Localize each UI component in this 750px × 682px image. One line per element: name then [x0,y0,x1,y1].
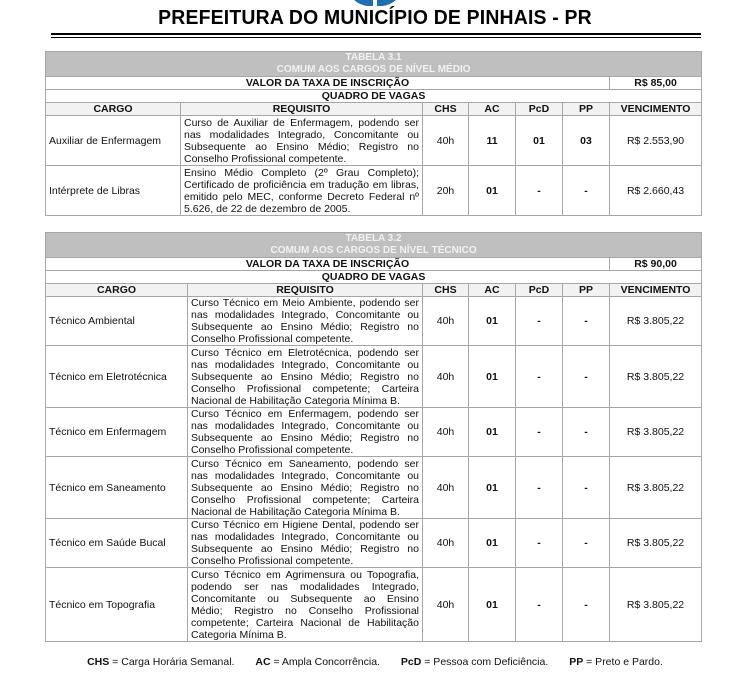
chs: 40h [423,116,469,166]
col-vencimento: VENCIMENTO [610,103,702,116]
pp: - [563,568,610,642]
fee-label: VALOR DA TAXA DE INSCRIÇÃO [46,77,610,90]
table-row [46,166,702,216]
col-cargo: CARGO [46,103,181,116]
cargo: Técnico em Saneamento [46,457,188,519]
pcd: - [516,519,563,568]
pcd: - [516,166,563,216]
column-headers [46,284,702,297]
legend-item-chs: CHS = Carga Horária Semanal. [87,656,235,668]
pp: 03 [563,116,610,166]
title-divider-thin [51,37,701,38]
ac: 11 [469,116,516,166]
table-label: TABELA 3.2 [345,233,402,244]
table-header [46,233,702,258]
table-row [46,519,702,568]
table-row [46,346,702,408]
vencimento: R$ 2.660,43 [610,166,702,216]
requisito: Curso Técnico em Saneamento, podendo ser nas modalidades Integrado, Concomitante ou Subsequente ao Ensino Médio; Registro no Conselho Profissional competente; Carteira Nacional de Habilitação Categoria Mínima B. [188,457,423,519]
chs: 40h [423,568,469,642]
pcd: - [516,297,563,346]
legend-item-pp: PP = Preto e Pardo. [569,656,663,668]
vencimento: R$ 2.553,90 [610,116,702,166]
table-row [46,457,702,519]
pp: - [563,166,610,216]
table-3-2 [45,232,702,642]
chs: 40h [423,346,469,408]
requisito: Curso Técnico em Higiene Dental, podendo ser nas modalidades Integrado, Concomitante ou Subsequente ao Ensino Médio; Registro no Conselho Profissional competente. [188,519,423,568]
page-title: PREFEITURA DO MUNICÍPIO DE PINHAIS - PR [158,7,592,29]
chs: 20h [423,166,469,216]
requisito: Curso de Auxiliar de Enfermagem, podendo ser nas modalidades Integrado, Concomitante ou Subsequente ao Ensino Médio; Registro no Conselho Profissional competente. [181,116,423,166]
pp: - [563,519,610,568]
table-row [46,408,702,457]
pp: - [563,297,610,346]
ac: 01 [469,519,516,568]
cargo: Técnico Ambiental [46,297,188,346]
table-subtitle: COMUM AOS CARGOS DE NÍVEL TÉCNICO [270,245,477,256]
requisito: Curso Técnico em Enfermagem, podendo ser nas modalidades Integrado, Concomitante ou Subsequente ao Ensino Médio; Registro no Conselho Profissional competente. [188,408,423,457]
chs: 40h [423,297,469,346]
municipal-crest-icon [352,0,398,6]
vencimento: R$ 3.805,22 [610,519,702,568]
cargo: Técnico em Enfermagem [46,408,188,457]
legend-item-pcd: PcD = Pessoa com Deficiência. [400,656,549,668]
table-label: TABELA 3.1 [345,52,402,63]
legend-item-ac: AC = Ampla Concorrência. [255,656,380,668]
chs: 40h [423,408,469,457]
fee-value: R$ 85,00 [610,77,702,90]
col-pp: PP [563,103,610,116]
table-subtitle: COMUM AOS CARGOS DE NÍVEL MÉDIO [276,64,471,75]
col-ac: AC [469,284,516,297]
requisito: Curso Técnico em Agrimensura ou Topografia, podendo ser nas modalidades Integrado, Concomitante ou Subsequente ao Ensino Médio; Registro no Conselho Profissional competente; Carteira Nacional de Habilitação Categoria Mínima B. [188,568,423,642]
fee-value: R$ 90,00 [610,258,702,271]
cargo: Técnico em Eletrotécnica [46,346,188,408]
ac: 01 [469,297,516,346]
pcd: - [516,457,563,519]
col-ac: AC [469,103,516,116]
vencimento: R$ 3.805,22 [610,346,702,408]
table-3-1 [45,51,702,216]
vencimento: R$ 3.805,22 [610,457,702,519]
fee-label: VALOR DA TAXA DE INSCRIÇÃO [46,258,610,271]
ac: 01 [469,346,516,408]
vencimento: R$ 3.805,22 [610,408,702,457]
ac: 01 [469,166,516,216]
chs: 40h [423,457,469,519]
pcd: - [516,408,563,457]
vencimento: R$ 3.805,22 [610,297,702,346]
vagas-label: QUADRO DE VAGAS [46,90,702,103]
col-chs: CHS [423,284,469,297]
col-pp: PP [563,284,610,297]
pp: - [563,457,610,519]
pcd: 01 [516,116,563,166]
col-requisito: REQUISITO [181,103,423,116]
requisito: Curso Técnico em Meio Ambiente, podendo ser nas modalidades Integrado, Concomitante ou Subsequente ao Ensino Médio; Registro no Conselho Profissional competente. [188,297,423,346]
col-chs: CHS [423,103,469,116]
table-header [46,52,702,77]
vagas-label: QUADRO DE VAGAS [46,271,702,284]
pcd: - [516,568,563,642]
col-pcd: PcD [516,103,563,116]
col-pcd: PcD [516,284,563,297]
title-divider [51,33,701,35]
chs: 40h [423,519,469,568]
requisito: Curso Técnico em Eletrotécnica, podendo ser nas modalidades Integrado, Concomitante ou Subsequente ao Ensino Médio; Registro no Conselho Profissional competente; Carteira Nacional de Habilitação Categoria Mínima B. [188,346,423,408]
requisito: Ensino Médio Completo (2º Grau Completo); Certificado de proficiência em tradução em libras, emitido pelo MEC, conforme Decreto Federal nº 5.626, de 22 de dezembro de 2005. [181,166,423,216]
column-headers [46,103,702,116]
col-cargo: CARGO [46,284,188,297]
cargo: Técnico em Topografia [46,568,188,642]
abbreviation-legend [0,656,750,668]
pp: - [563,346,610,408]
col-vencimento: VENCIMENTO [610,284,702,297]
ac: 01 [469,457,516,519]
ac: 01 [469,568,516,642]
table-row [46,116,702,166]
vencimento: R$ 3.805,22 [610,568,702,642]
table-row [46,297,702,346]
pcd: - [516,346,563,408]
col-requisito: REQUISITO [188,284,423,297]
table-row [46,568,702,642]
cargo: Auxiliar de Enfermagem [46,116,181,166]
pp: - [563,408,610,457]
ac: 01 [469,408,516,457]
cargo: Intérprete de Libras [46,166,181,216]
cargo: Técnico em Saúde Bucal [46,519,188,568]
